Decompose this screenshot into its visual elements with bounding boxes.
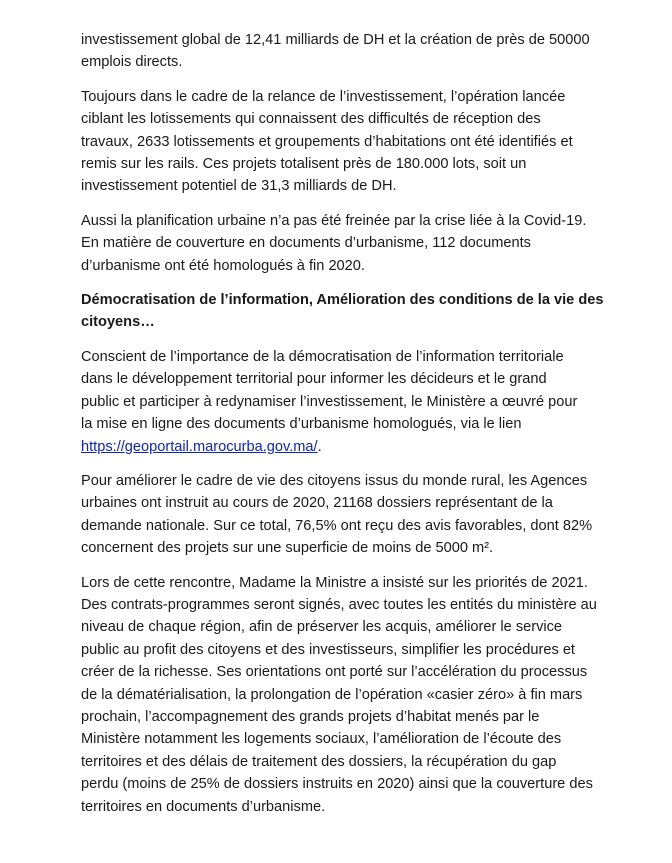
geoportail-link[interactable]: https://geoportail.marocurba.gov.ma/ (81, 438, 318, 455)
text-line: niveau de chaque région, afin de préserver les acquis, améliorer le service (81, 619, 563, 636)
text-line: public au profit des citoyens et des investisseurs, simplifier les procédures et (81, 641, 575, 658)
section-heading (81, 289, 604, 334)
text-line: Aussi la planification urbaine n’a pas été freinée par la crise liée à la Covid-19. (81, 212, 587, 229)
text-line: ciblant les lotissements qui connaissent des difficultés de réception des (81, 111, 541, 128)
text-line (81, 436, 601, 458)
text-line: territoires et des délais de traitement des dossiers, la récupération du gap (81, 753, 557, 770)
text-line: perdu (moins de 25% de dossiers instruits en 2020) ainsi que la couverture des (81, 776, 593, 793)
text-line: la mise en ligne des documents d’urbanisme homologués, via le lien (81, 416, 522, 433)
text-line: prochain, l’accompagnement des grands projets d’habitat menés par le (81, 708, 540, 725)
text-line: remis sur les rails. Ces projets totalisent près de 180.000 lots, soit un (81, 156, 527, 173)
text-line: En matière de couverture en documents d’urbanisme, 112 documents (81, 235, 531, 252)
text-line: Ministère notamment les logements sociaux, l’amélioration de l’écoute des (81, 731, 562, 748)
text-line: investissement potentiel de 31,3 milliards de DH. (81, 178, 397, 195)
document-page (81, 29, 604, 830)
text-line: concernent des projets sur une superficie de moins de 5000 m². (81, 540, 494, 557)
heading-line: Démocratisation de l’information, Amélioration des conditions de la vie des (81, 292, 604, 309)
text-line: créer de la richesse. Ses orientations ont porté sur l’accélération du processus (81, 664, 588, 681)
text-line: emplois directs. (81, 54, 183, 71)
text-line: d’urbanisme ont été homologués à fin 2020. (81, 257, 365, 274)
text-line: urbaines ont instruit au cours de 2020, 21168 dossiers représentant de la (81, 495, 553, 512)
text-line: demande nationale. Sur ce total, 76,5% ont reçu des avis favorables, dont 82% (81, 517, 593, 534)
paragraph-agences-urbaines (81, 470, 601, 560)
paragraph-democratisation (81, 346, 601, 458)
text-line: Des contrats-programmes seront signés, avec toutes les entités du ministère au (81, 596, 597, 613)
link-period: . (317, 438, 322, 455)
text-line: Conscient de l’importance de la démocratisation de l’information territoriale (81, 348, 564, 365)
text-line: territoires en documents d’urbanisme. (81, 798, 326, 815)
text-line: Lors de cette rencontre, Madame la Ministre a insisté sur les priorités de 2021. (81, 574, 588, 591)
heading-line: citoyens… (81, 314, 155, 331)
text-line: travaux, 2633 lotissements et groupements d’habitations ont été identifiés et (81, 133, 573, 150)
text-line: investissement global de 12,41 milliards de DH et la création de près de 50000 (81, 32, 590, 48)
paragraph-lotissements (81, 86, 601, 198)
paragraph-investment-total (81, 29, 601, 74)
text-line: public et participer à redynamiser l’investissement, le Ministère a œuvré pour (81, 393, 578, 410)
text-line: de la dématérialisation, la prolongation de l’opération «casier zéro» à fin mars (81, 686, 583, 703)
text-line: Toujours dans le cadre de la relance de l’investissement, l’opération lancée (81, 88, 566, 105)
paragraph-planification (81, 210, 601, 277)
paragraph-priorites-2021 (81, 572, 601, 818)
text-line: Pour améliorer le cadre de vie des citoyens issus du monde rural, les Agences (81, 472, 588, 489)
text-line: dans le développement territorial pour informer les décideurs et le grand (81, 371, 547, 388)
